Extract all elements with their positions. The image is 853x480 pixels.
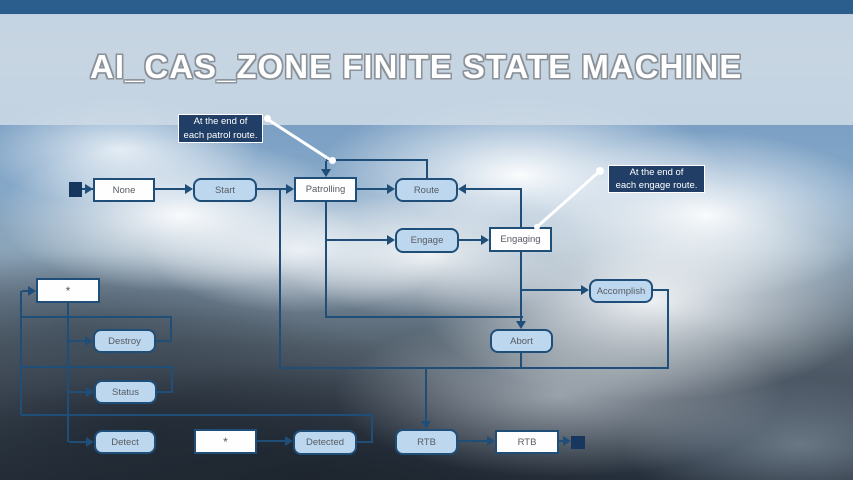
state-any: *	[36, 278, 100, 303]
arrow-engaging-accomplish	[581, 285, 589, 295]
final-state-marker	[571, 436, 585, 449]
event-abort: Abort	[490, 329, 553, 353]
edge-any-detect	[69, 441, 86, 443]
callout-patrol-line1: At the end of	[193, 116, 248, 128]
edge-destroy-return	[170, 317, 172, 342]
event-engage: Engage	[395, 228, 459, 253]
arrow-any-detect	[86, 437, 94, 447]
arrow-engage-engaging	[481, 235, 489, 245]
event-detect: Detect	[94, 430, 156, 454]
arrow-init-none	[85, 184, 93, 194]
arrow-any-status	[86, 387, 94, 397]
state-none: None	[93, 178, 155, 202]
edge-engage-engaging	[459, 239, 481, 241]
edge-route-patrolling	[426, 160, 428, 178]
callout-patrol-anchor-dot	[329, 157, 336, 164]
arrow-rtbstate-end	[563, 436, 571, 446]
callout-engage-leader-dot	[596, 167, 604, 175]
edge-return-rail	[20, 291, 22, 415]
arrow-rtb-rtbstate	[487, 436, 495, 446]
edge-rail-rtb	[425, 369, 427, 421]
edge-patrolling-down	[325, 202, 327, 318]
callout-engage-leader-line	[536, 170, 600, 228]
edge-patrolling-engage	[327, 239, 387, 241]
edge-any-dispatch	[67, 303, 69, 442]
edge-route-patrolling	[325, 161, 327, 169]
edge-patrolling-route	[357, 188, 387, 190]
state-any-2: *	[194, 429, 257, 454]
edge-patrolling-abort	[327, 316, 523, 318]
edge-any-status	[69, 391, 86, 393]
event-detected: Detected	[293, 430, 357, 455]
edge-status-return	[171, 367, 173, 393]
edge-start-patrolling	[257, 188, 286, 190]
arrow-patrolling-engage	[387, 235, 395, 245]
callout-engage-line1: At the end of	[629, 166, 684, 178]
edge-route-patrolling	[326, 159, 428, 161]
edge-destroy-return	[21, 316, 172, 318]
edge-status-return	[21, 366, 173, 368]
callout-patrol-leader-dot	[264, 115, 271, 122]
arrow-any2-detected	[285, 436, 293, 446]
event-accomplish: Accomplish	[589, 279, 653, 303]
edge-any-destroy	[69, 340, 85, 342]
callout-patrol-line2: each patrol route.	[183, 129, 258, 141]
event-route: Route	[395, 178, 458, 202]
arrow-into-any	[28, 286, 36, 296]
edge-engaging-down	[520, 252, 522, 321]
arrow-none-start	[185, 184, 193, 194]
state-rtb: RTB	[495, 430, 559, 454]
arrow-engaging-route	[458, 184, 466, 194]
arrow-patrolling-route	[387, 184, 395, 194]
edge-detected-return	[371, 415, 373, 443]
edge-engaging-accomplish	[522, 289, 581, 291]
callout-patrol	[178, 114, 263, 143]
slide-title: AI_CAS_ZONE FINITE STATE MACHINE	[90, 48, 743, 85]
event-status: Status	[94, 380, 157, 404]
arrow-into-abort	[516, 321, 526, 329]
edge-detected-return	[21, 414, 373, 416]
arrow-any-destroy	[85, 336, 93, 346]
edge-patrolling-rtb	[279, 190, 281, 368]
edge-any2-detected	[257, 440, 285, 442]
edge-rtb-rtbstate	[458, 440, 487, 442]
callout-engage	[608, 165, 705, 193]
state-patrolling: Patrolling	[294, 177, 357, 202]
arrow-into-rtb	[421, 421, 431, 429]
event-rtb: RTB	[395, 429, 458, 455]
event-start: Start	[193, 178, 257, 202]
arrow-start-patrolling	[286, 184, 294, 194]
edge-engaging-route	[520, 190, 522, 227]
edge-engaging-route	[466, 188, 522, 190]
edge-accomplish-rtb	[667, 289, 669, 369]
edge-abort-rtb	[520, 353, 522, 368]
callout-engage-line2: each engage route.	[615, 180, 698, 191]
edge-none-start	[155, 188, 185, 190]
state-engaging: Engaging	[489, 227, 552, 252]
event-destroy: Destroy	[93, 329, 156, 353]
arrow-route-patrolling	[321, 169, 331, 177]
initial-state-marker	[69, 182, 82, 197]
callout-engage-anchor-dot	[534, 224, 540, 230]
edge-rtb-rail	[279, 367, 669, 369]
